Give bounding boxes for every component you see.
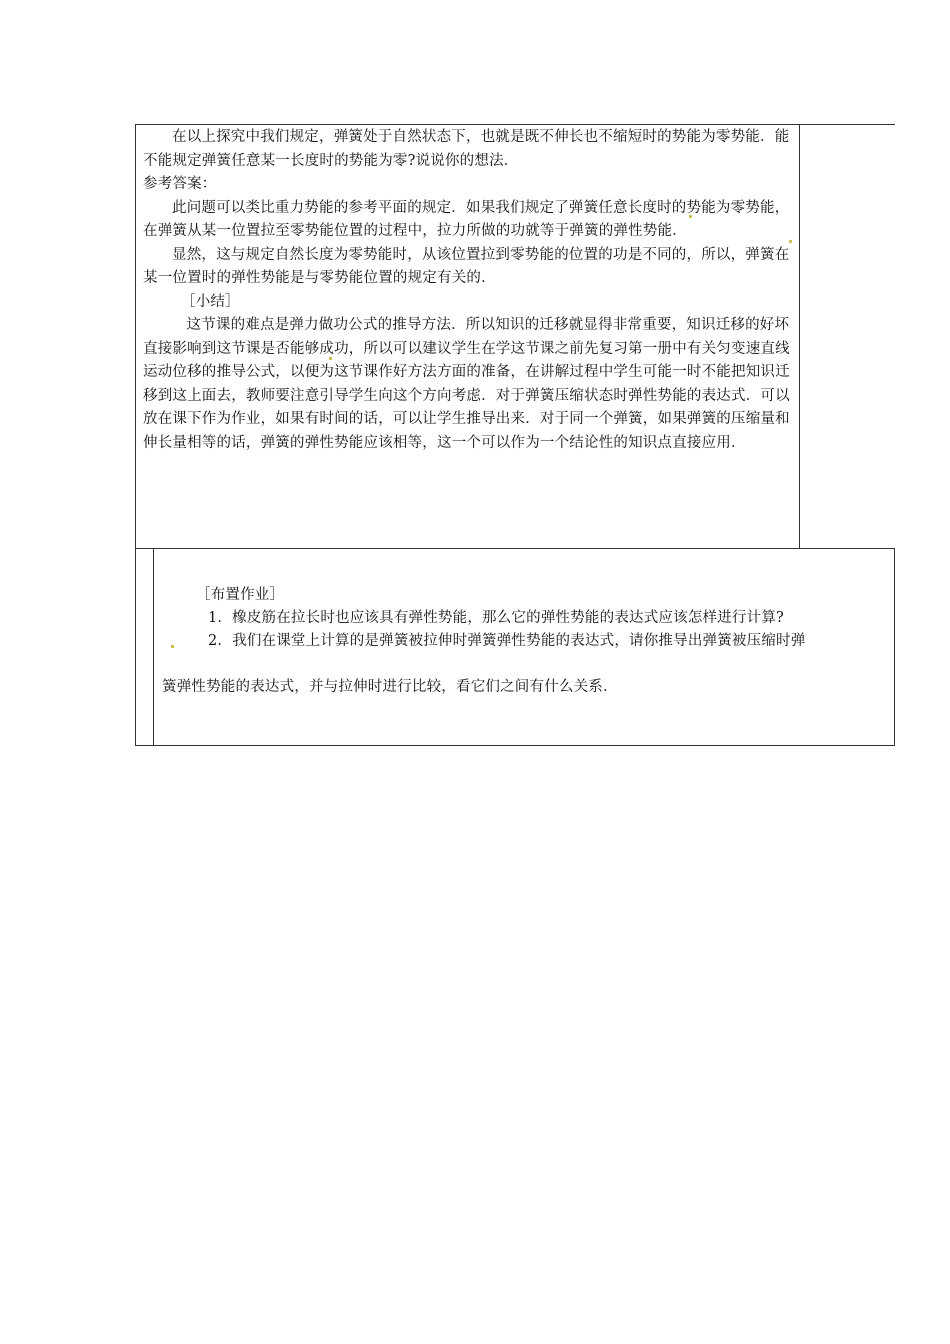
homework-item-2-line-1: 2．我们在课堂上计算的是弹簧被拉伸时弹簧弹性势能的表达式，请你推导出弹簧被压缩时弹	[208, 633, 806, 649]
homework-heading: ［布置作业］	[196, 587, 285, 603]
summary-paragraph: 这节课的难点是弹力做功公式的推导方法．所以知识的迁移就显得非常重要，知识迁移的好坏直接影响到这节课是否能够成功，所以可以建议学生在学这节课之前先复习第一册中有关匀变速直线运动位移的推导公式，以便为这节课作好方法方面的准备，在讲解过程中学生可能一时不能把知识迁移到这上面去，教师要注意引导学生向这个方向考虑．对于弹簧压缩状态时弹性势能的表达式．可以放在课下作为作业，如果有时间的话，可以让学生推导出来．对于同一个弹簧，如果弹簧的压缩量和伸长量相等的话，弹簧的弹性势能应该相等，这一个可以作为一个结论性的知识点直接应用．	[143, 317, 790, 451]
scan-mark	[689, 215, 692, 218]
answer-label: 参考答案：	[143, 176, 217, 192]
homework-item-2-line-2: 簧弹性势能的表达式，并与拉伸时进行比较，看它们之间有什么关系．	[162, 679, 618, 695]
upper-cell-content	[143, 126, 793, 455]
summary-heading: ［小结］	[181, 293, 240, 310]
answer-paragraph-2: 显然，这与规定自然长度为零势能时，从该位置拉到零势能的位置的功是不同的，所以，弹簧在某一位置时的弹性势能是与零势能位置的规定有关的．	[143, 246, 790, 286]
table-right-border	[894, 548, 895, 746]
question-paragraph: 在以上探究中我们规定，弹簧处于自然状态下，也就是既不伸长也不缩短时的势能为零势能．能不能规定弹簧任意某一长度时的势能为零?说说你的想法．	[143, 129, 790, 169]
upper-cell-divider	[799, 124, 800, 548]
table-top-border	[135, 124, 895, 125]
homework-item-1: 1．橡皮筋在拉长时也应该具有弹性势能，那么它的弹性势能的表达式应该怎样进行计算?	[208, 610, 784, 626]
scan-mark	[171, 645, 174, 648]
homework-content	[162, 584, 890, 699]
answer-paragraph-1: 此问题可以类比重力势能的参考平面的规定．如果我们规定了弹簧任意长度时的势能为零势能，在弹簧从某一位置拉至零势能位置的过程中，拉力所做的功就等于弹簧的弹性势能．	[143, 199, 790, 239]
row-divider	[135, 548, 895, 549]
table-left-border	[135, 124, 136, 746]
scan-mark	[789, 240, 792, 243]
table-bottom-border	[135, 745, 895, 746]
lower-cell-inner-border	[153, 548, 154, 746]
scan-mark	[329, 357, 332, 360]
